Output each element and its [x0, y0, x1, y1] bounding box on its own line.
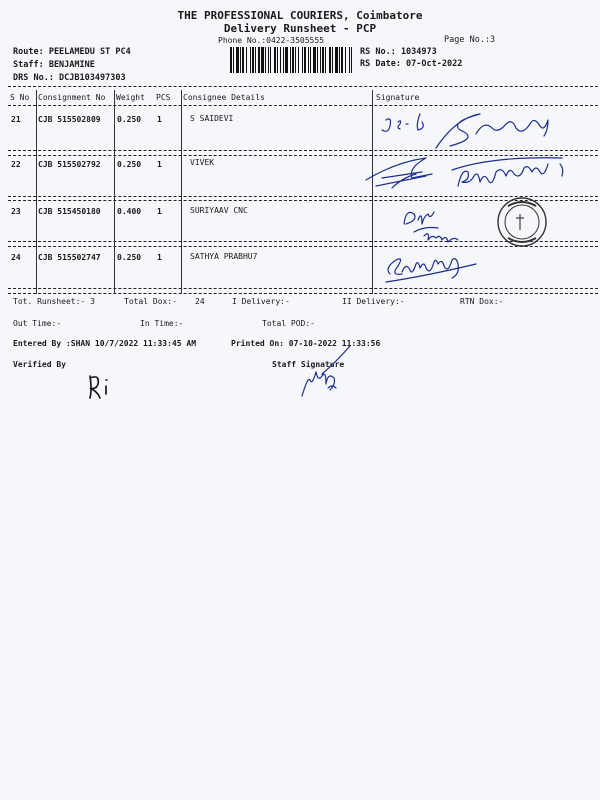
barcode-bar — [285, 47, 288, 73]
column-rule — [114, 90, 115, 294]
barcode-bar — [242, 47, 244, 73]
phone-number: Phone No.:0422-3505555 — [218, 36, 324, 45]
column-rule — [36, 90, 37, 294]
barcode-bar — [341, 47, 343, 73]
barcode-bar — [329, 47, 331, 73]
header-weight: Weight — [116, 93, 145, 102]
barcode-bar — [332, 47, 333, 73]
row-consignment: CJB 515502809 — [38, 115, 101, 124]
barcode-bar — [345, 47, 346, 73]
barcode-bar — [270, 47, 271, 73]
signature-row-22 — [362, 150, 587, 198]
barcode-bar — [283, 47, 284, 73]
signature-stamp-row-23 — [398, 194, 558, 252]
divider — [8, 288, 598, 289]
barcode-bar — [322, 47, 324, 73]
row-pcs: 1 — [157, 253, 162, 262]
rs-number: RS No.: 1034973 — [360, 47, 437, 57]
barcode-bar — [230, 47, 232, 73]
tot-runsheet: Tot. Runsheet:- 3 — [13, 297, 95, 306]
divider — [8, 86, 598, 87]
barcode-bar — [304, 47, 306, 73]
company-title: THE PROFESSIONAL COURIERS, Coimbatore — [177, 9, 423, 22]
barcode-bar — [258, 47, 260, 73]
barcode-bar — [335, 47, 338, 73]
staff-signature-image — [292, 344, 362, 404]
header-sno: S No — [10, 93, 30, 102]
barcode-bar — [265, 47, 266, 73]
barcode-bar — [292, 47, 294, 73]
rs-date: RS Date: 07-Oct-2022 — [360, 59, 463, 69]
row-consignee: SATHYA PRABHU7 — [190, 252, 258, 261]
barcode-bar — [274, 47, 276, 73]
header-signature: Signature — [376, 93, 420, 102]
row-sno: 22 — [11, 160, 21, 169]
barcode-image — [230, 47, 352, 73]
header-pcs: PCS — [156, 93, 171, 102]
verifier-signature — [84, 370, 124, 400]
barcode-bar — [351, 47, 352, 73]
signature-row-21 — [376, 108, 586, 156]
barcode-bar — [246, 47, 247, 73]
barcode-bar — [277, 47, 278, 73]
row-weight: 0.250 — [117, 253, 142, 262]
barcode-bar — [236, 47, 239, 73]
barcode-bar — [233, 47, 234, 73]
staff-signature-label: Staff Signature — [272, 360, 345, 369]
barcode-bar — [298, 47, 299, 73]
divider — [8, 105, 598, 106]
row-consignee: SURIYAAV CNC — [190, 206, 248, 215]
total-dox-label: Total Dox:- — [124, 297, 177, 306]
barcode-bar — [349, 47, 350, 73]
entered-by: Entered By :SHAN 10/7/2022 11:33:45 AM — [13, 339, 197, 348]
row-consignment: CJB 515502792 — [38, 160, 101, 169]
row-sno: 21 — [11, 115, 21, 124]
printed-on: Printed On: 07-10-2022 11:33:56 — [231, 339, 381, 348]
barcode-bar — [255, 47, 256, 73]
barcode-bar — [252, 47, 254, 73]
barcode-bar — [325, 47, 326, 73]
barcode-bar — [240, 47, 241, 73]
runsheet-subtitle: Delivery Runsheet - PCP — [223, 22, 377, 35]
page-number: Page No.:3 — [444, 35, 496, 45]
total-dox-value: 24 — [195, 297, 205, 306]
row-sno: 23 — [11, 207, 21, 216]
row-consignee: VIVEK — [190, 158, 215, 167]
column-rule — [181, 90, 182, 294]
barcode-bar — [310, 47, 311, 73]
header-consignee: Consignee Details — [183, 93, 265, 102]
drs-number: DRS No.: DCJB103497303 — [13, 73, 126, 83]
row-pcs: 1 — [157, 160, 162, 169]
total-pod: Total POD:- — [262, 319, 315, 328]
barcode-bar — [268, 47, 269, 73]
barcode-bar — [302, 47, 303, 73]
staff-label: Staff: BENJAMINE — [13, 60, 95, 70]
barcode-bar — [250, 47, 251, 73]
barcode-bar — [317, 47, 318, 73]
barcode-bar — [308, 47, 309, 73]
row-pcs: 1 — [157, 115, 162, 124]
barcode-bar — [261, 47, 264, 73]
rtn-dox: RTN Dox:- — [460, 297, 504, 306]
row-consignment: CJB 515502747 — [38, 253, 101, 262]
verified-by: Verified By — [13, 360, 66, 369]
header-consignment: Consignment No — [38, 93, 106, 102]
row-weight: 0.250 — [117, 115, 142, 124]
route-label: Route: PEELAMEDU ST PC4 — [13, 47, 131, 57]
in-time: In Time:- — [140, 319, 184, 328]
ii-delivery: II Delivery:- — [342, 297, 405, 306]
row-pcs: 1 — [157, 207, 162, 216]
row-weight: 0.400 — [117, 207, 142, 216]
out-time: Out Time:- — [13, 319, 62, 328]
signature-row-24 — [378, 248, 498, 284]
barcode-bar — [280, 47, 281, 73]
row-sno: 24 — [11, 253, 21, 262]
divider — [8, 293, 598, 294]
row-weight: 0.250 — [117, 160, 142, 169]
barcode-bar — [295, 47, 296, 73]
row-consignment: CJB 515450180 — [38, 207, 101, 216]
barcode-bar — [313, 47, 316, 73]
barcode-bar — [339, 47, 340, 73]
row-consignee: S SAIDEVI — [190, 114, 234, 123]
i-delivery: I Delivery:- — [232, 297, 290, 306]
barcode-bar — [320, 47, 321, 73]
barcode-bar — [290, 47, 291, 73]
